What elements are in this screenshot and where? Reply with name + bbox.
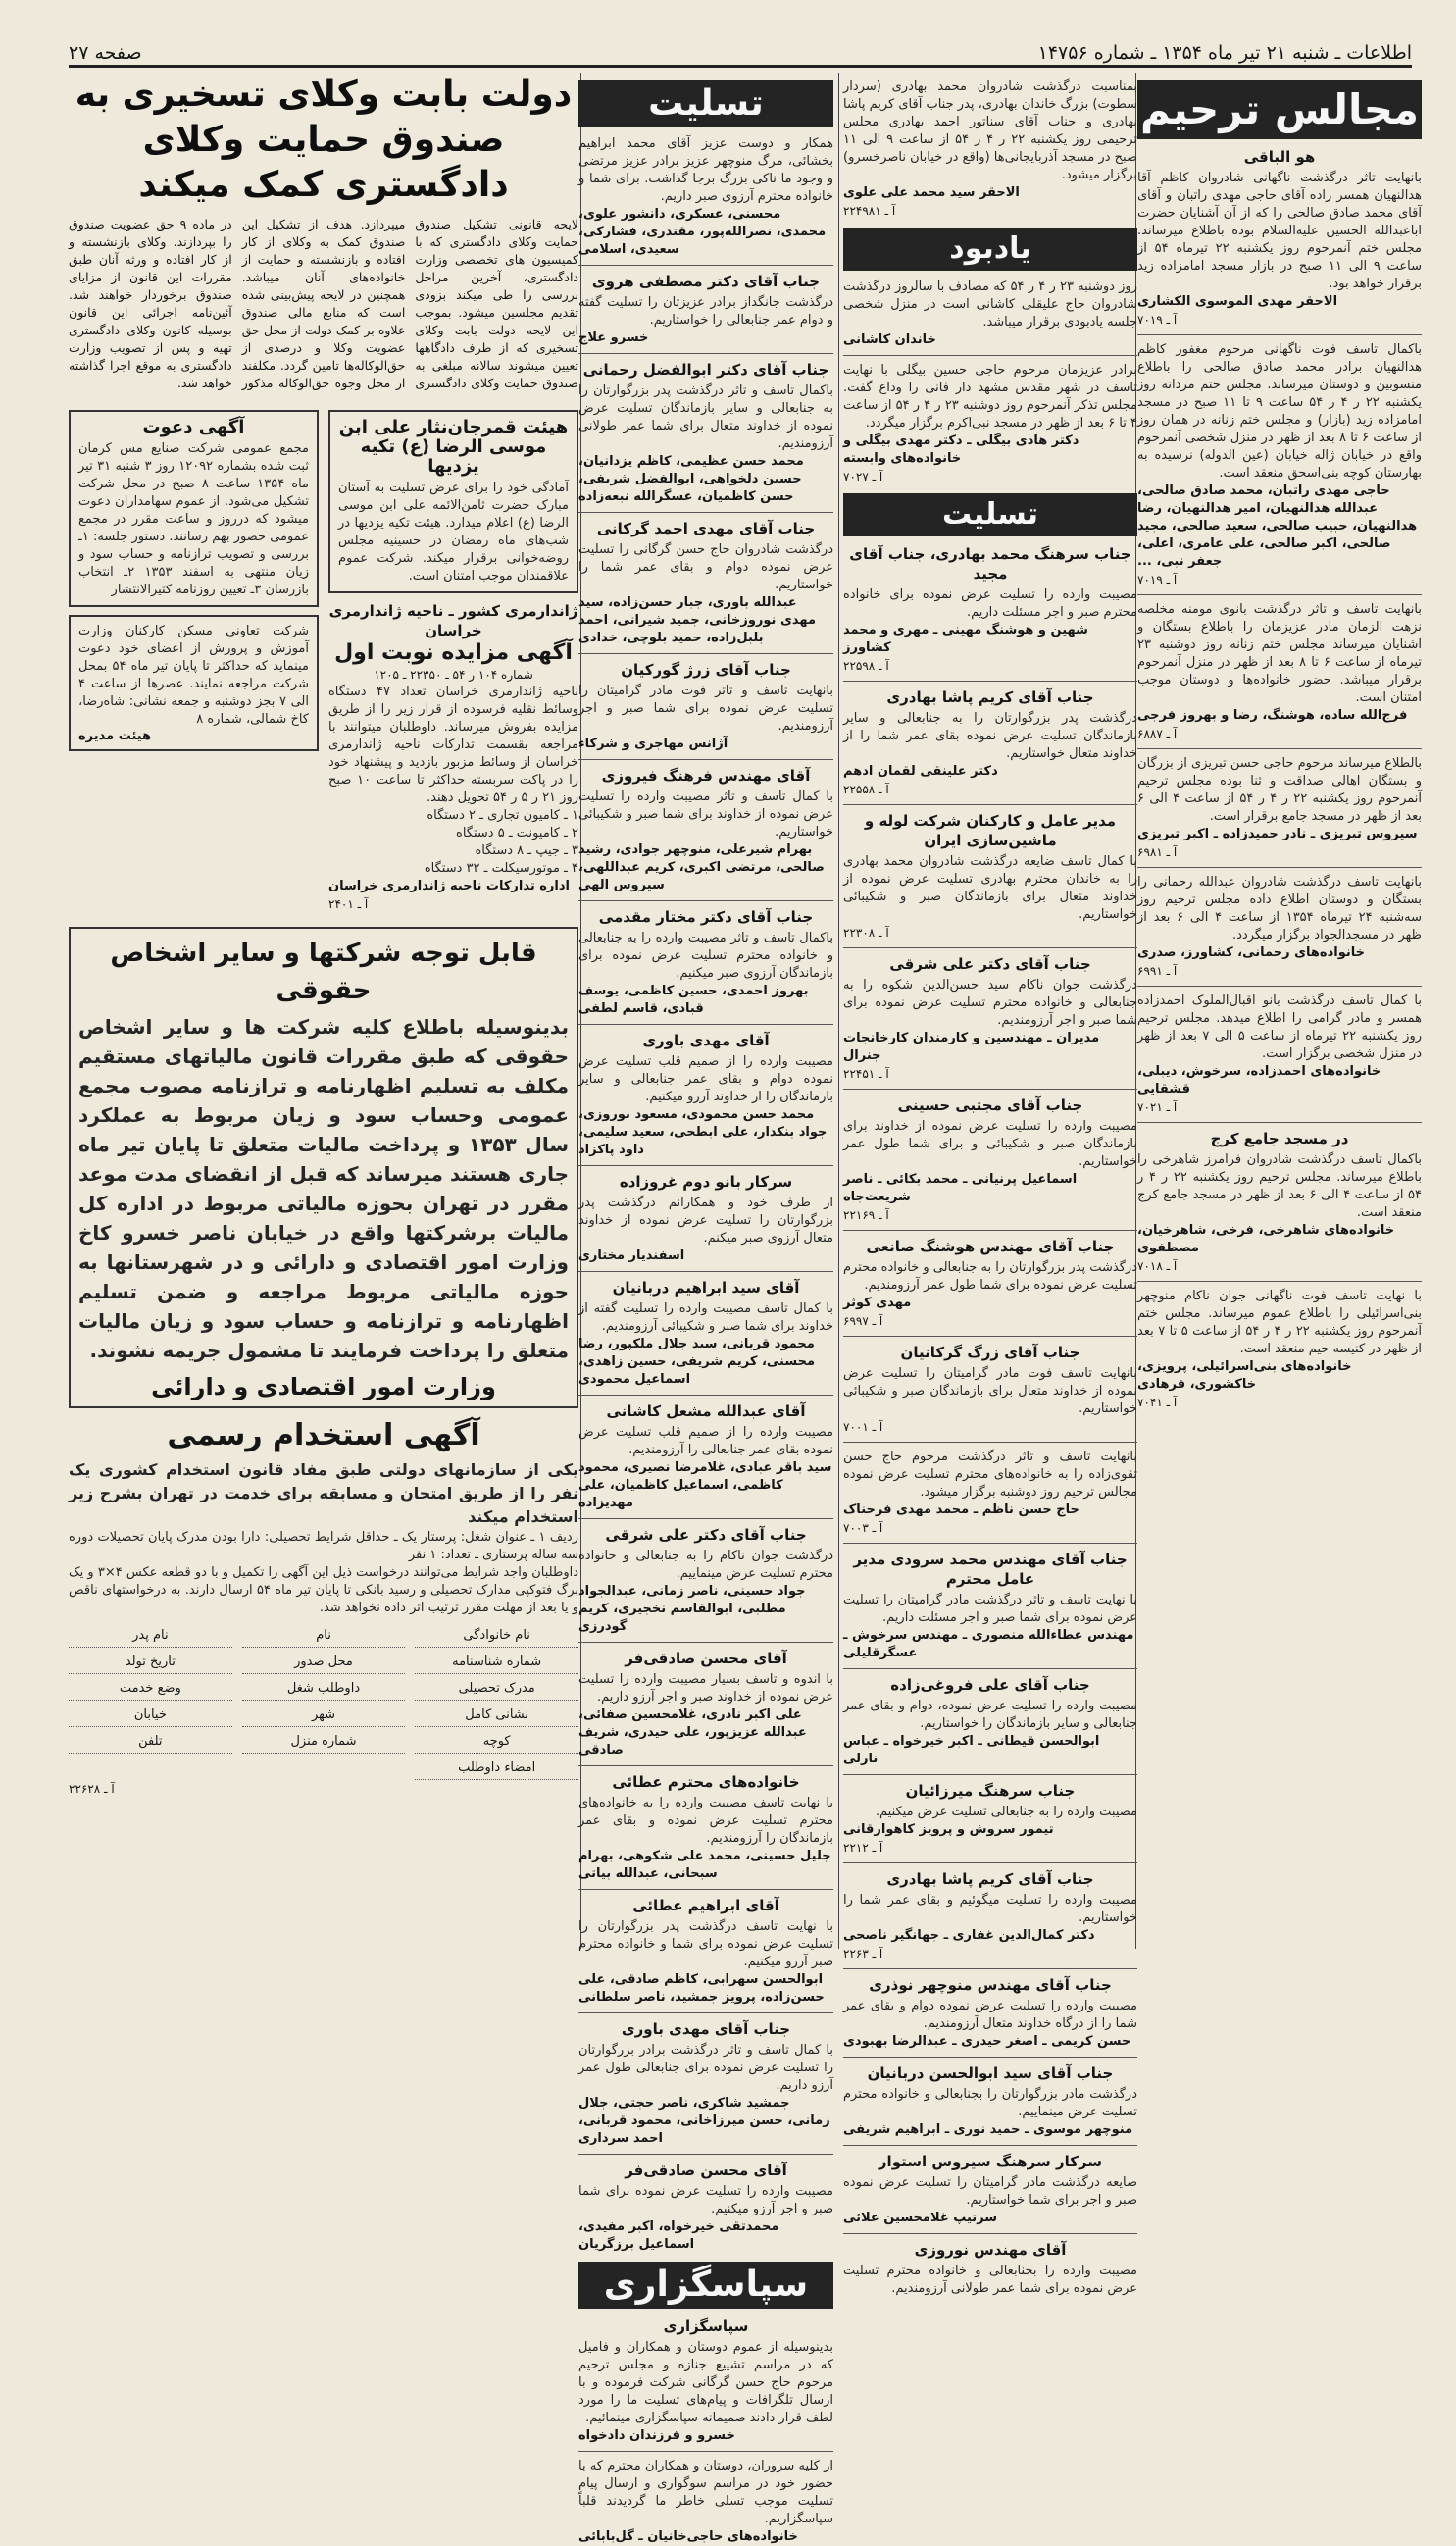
- col3-taslit-item-divider: [578, 353, 833, 354]
- tax-notice-signature: وزارت امور اقتصادی و دارائی: [151, 1373, 496, 1400]
- col2-taslit-item-signature: مهندس عطاءالله منصوری ـ مهندس سرخوش ـ عسگرقلیلی: [843, 1628, 1134, 1660]
- hey-at-box: [328, 410, 578, 593]
- invitation-title: آگهی دعوت: [142, 417, 245, 437]
- col2-taslit-item-code: آ ـ ۷۰۰۱: [843, 1420, 883, 1434]
- col1-notice-item-signature: حاجی مهدی راتبان، محمد صادق صالحی، عبدالله هدالنهیان، امیر هدالنهیان، رضا هدالنهیان، حبیب صالحی، سعید صالحی، مجید صالحی، اکبر صالحی، علی عامری، اعلی، جعفر نبی، ...: [1137, 484, 1418, 569]
- col3-taslit-item-title: جناب آقای دکتر مختار مقدمی: [598, 908, 814, 926]
- col3-taslit-item-signature: بهروز احمدی، حسین کاظمی، یوسف قبادی، قاسم لطفی: [578, 984, 809, 1016]
- col3-taslit-item: [578, 272, 833, 347]
- col2-taslit-item-body: مصیبت وارده را تسلیت عرض نموده دوام و بقای عمر شما را از درگاه خداوند متعال آرزومندیم.: [843, 1999, 1137, 2031]
- col3-taslit-item-title: سرکار بانو دوم غروزاده: [619, 1173, 793, 1191]
- col3-taslit-item-signature: محمد حسن محمودی، مسعود نوروزی، جواد بنکدار، علی ابطحی، سعید سلیمی، داود پاکزاد: [578, 1107, 828, 1157]
- col2-taslit-item-divider: [843, 1862, 1137, 1863]
- col1-notice-item: [1137, 755, 1422, 861]
- col3-taslit-item-divider: [578, 1024, 833, 1025]
- col2-taslit-item-body: مصیبت وارده را تسلیت عرض نموده از خداوند برای بازماندگان صبر و شکیبائی و برای شما طول عمر خواستاریم.: [843, 1119, 1137, 1169]
- col2-yadbud-item-signature: دکتر هادی بیگلی ـ دکتر مهدی بیگلی و خانواده‌های وابسته: [843, 433, 1079, 466]
- col2-taslit-item: [843, 811, 1137, 942]
- col2-taslit-item-title: جناب آقای مجتبی حسینی: [897, 1096, 1083, 1114]
- tax-notice-title: قابل توجه شرکتها و سایر اشخاص حقوقی: [110, 939, 537, 1005]
- application-form: [69, 1625, 578, 1780]
- auction-title2: آگهی مزایده نوبت اول: [334, 640, 573, 665]
- col3-taslit-item-body: با اندوه و تاسف بسیار مصیبت وارده را تسلیت عرض نموده از خداوند صبر و اجر آرزو داریم.: [578, 1672, 833, 1705]
- col3-taslit-item-signature: بهرام شیرعلی، منوچهر جوادی، رشید صالحی، مرتضی اکبری، کریم عبداللهی، سیروس الهی: [578, 842, 825, 892]
- col1-notice-item-title: هو الباقی: [1243, 148, 1316, 166]
- col3-taslit-item-body: با نهایت تاسف درگذشت پدر بزرگوارتان را تسلیت عرض نموده برای شما و خانواده محترم صبر آرزو میکنیم.: [578, 1919, 833, 1969]
- col2-taslit-item-body: مصیبت وارده را بجنابعالی و خانواده محترم تسلیت عرض نموده برای شما عمر طولانی آرزومندیم.: [843, 2264, 1137, 2296]
- col2-yadbud-item-divider: [843, 355, 1137, 356]
- col2-sections: [843, 279, 1137, 485]
- col2-taslit-item: [843, 1869, 1137, 1962]
- col1-notice-item-code: آ ـ ۶۹۹۱: [1137, 964, 1178, 978]
- header-page-number: صفحه ۲۷: [69, 42, 142, 64]
- col3-taslit-item-divider: [578, 1765, 833, 1766]
- col2-taslit-item-divider: [843, 1230, 1137, 1231]
- col3-sections2: [578, 2317, 833, 2546]
- col1-notice-item-signature: خانواده‌های بنی‌اسرائیلی، پرویزی، خاکشوری، فرهادی: [1137, 1359, 1352, 1392]
- col1-notice-item-divider: [1137, 1281, 1422, 1282]
- auction-item: ۳ ـ جیپ ـ ۸ دستگاه: [475, 843, 578, 858]
- col2-taslit-item-divider: [843, 804, 1137, 805]
- col3-taslit-item: [578, 907, 833, 1018]
- col2-taslit-item-title: جناب آقای مهندس هوشنگ صانعی: [866, 1238, 1115, 1255]
- col3-taslit-item-body: بانهایت تاسف و تاثر فوت مادر گرامیتان را تسلیت عرض نموده برای شما صبر و اجر آرزومندیم.: [578, 684, 833, 734]
- col3-taslit-item-title: جناب آقای مهدی احمد گرکانی: [596, 520, 816, 537]
- col2-taslit-item-title: جناب آقای کریم پاشا بهادری: [886, 1870, 1094, 1888]
- banner-sepasgozari: سپاسگزاری: [578, 2262, 833, 2309]
- col2-taslit-item-body: درگذشت مادر بزرگوارتان را بجنابعالی و خانواده محترم تسلیت عرض مینماییم.: [843, 2087, 1137, 2119]
- auction-signature: اداره تدارکات ناحیه ژاندارمری خراسان: [328, 879, 570, 893]
- col3-sepas-item-signature: خانواده‌های حاجی‌خانیان ـ گل‌بابائی: [578, 2529, 798, 2544]
- col1-notice-item: [1137, 1129, 1422, 1275]
- col3-taslit-item: [578, 1525, 833, 1636]
- hey-at-body: آمادگی خود را برای عرض تسلیت به آستان مبارک حضرت ثامن‌الائمه علی ابن موسی الرضا (ع) اعلام میدارد. هیئت تکیه یزدیها در شب‌های ماه رمضان در حسینیه مجلس روضه‌خوانی برقرار میکند. شرکت عموم علاقمندان موجب امتنان است.: [338, 481, 569, 584]
- col2-taslit-item-divider: [843, 2233, 1137, 2234]
- invitation-box: [69, 410, 319, 607]
- application-form-field: شماره منزل: [242, 1731, 406, 1754]
- col1-notice-item-divider: [1137, 1122, 1422, 1123]
- col1-notice-item-body: بانهایت تاسف و تاثر درگذشت بانوی مومنه مخلصه نزهت الزمان مادر عزیزمان را باطلاع بستگان و آشنایان میرساند مجلس ختم زنانه روز دوشنبه ۲۳ تیرماه از ساعت ۶ تا ۸ بعد از ظهر در منزل آنمرحوم برقرار میباشد. حضور خانواده‌ها و دوستان موجب امتنان است.: [1137, 602, 1422, 705]
- col1-notice-item-code: آ ـ ۷۰۱۸: [1137, 1259, 1178, 1273]
- col2-taslit-item-body: مصیبت وارده را تسلیت عرض نموده برای خانواده محترم صبر و اجر مسئلت داریم.: [843, 587, 1137, 620]
- col2-taslit-item-body: درگذشت پدر بزرگوارتان را به جنابعالی و سایر بازماندگان تسلیت عرض نموده بقای عمر شما را از خداوند متعال خواستاریم.: [843, 711, 1137, 761]
- application-form-field: امضاء داوطلب: [415, 1757, 578, 1780]
- recruitment-table: ردیف ۱ ـ عنوان شغل: پرستار یک ـ حداقل شرایط تحصیلی: دارا بودن مدرک پایان تحصیلات دوره سه ساله پرستاری ـ تعداد: ۱ نفر: [69, 1530, 578, 1562]
- col2-taslit-item-divider: [843, 1668, 1137, 1669]
- col3-taslit-item-title: آقای مهندس فرهنگ فیروزی: [601, 767, 811, 785]
- col2-taslit-item-signature: حاج حسن ناظم ـ محمد مهدی فرحناک: [843, 1502, 1079, 1517]
- auction-item: ۴ ـ موتورسیکلت ـ ۳۲ دستگاه: [424, 861, 578, 876]
- application-form-field: نشانی کامل: [415, 1705, 578, 1727]
- auction-body: ناحیه ژاندارمری خراسان تعداد ۴۷ دستگاه وسائط نقلیه فرسوده از قرار زیر را از طریق مزایده بفروش میرساند. داوطلبان میتوانند با مراجعه بقسمت تدارکات ناحیه ژاندارمری خراسان از وسائط مزبور بازدید و پیشنهاد خود را در پاکت سربسته حداکثر تا ساعت ۱۰ صبح روز ۲۱ ر ۵ ر ۵۴ تحویل دهند.: [328, 685, 578, 805]
- col3-taslit-item-signature: اسفندیار مختاری: [578, 1248, 685, 1263]
- col2-taslit-item-code: آ ـ ۲۲۵۹۸: [843, 659, 889, 673]
- col2-taslit-item-body: با کمال تاسف ضایعه درگذشت شادروان محمد بهادری را به خاندان محترم بهادری تسلیت عرض نموده از خداوند متعال برای بازماندگان صبر و شکیبائی خواستاریم.: [843, 854, 1137, 922]
- col3-taslit-item-divider: [578, 1271, 833, 1272]
- col2-taslit-item-code: آ ـ ۲۲۳۰۸: [843, 926, 889, 940]
- col3-taslit-item-title: آقای مهدی باوری: [642, 1032, 770, 1049]
- col3-taslit-item-divider: [578, 2154, 833, 2155]
- col2-taslit-item-title: جناب آقای علی فروغی‌زاده: [890, 1676, 1090, 1694]
- col3-taslit-item-title: آقای محسن صادقی‌فر: [625, 2162, 787, 2179]
- col1-notice-item-signature: خانواده‌های رحمانی، کشاورز، صدری: [1137, 945, 1366, 960]
- col1-notice-item: [1137, 993, 1422, 1116]
- middle-notices: [69, 402, 578, 919]
- col2-taslit-item-title: جناب آقای دکتر علی شرقی: [889, 955, 1091, 973]
- col3-taslit-item-title: جناب آقای دکتر علی شرقی: [605, 1526, 807, 1544]
- recruitment-notice: [69, 1416, 578, 1798]
- col2-yadbud-item-body: برادر عزیزمان مرحوم حاجی حسین بیگلی با نهایت تاسف در شهر مقدس مشهد دار فانی را وداع گفت. مجلس تذکر آنمرحوم روز دوشنبه ۲۳ ر ۴ ر ۵۴ از ساعت ۴ تا ۶ بعد از ظهر در مسجد نبی‌اکرم برگزار میگردد.: [843, 363, 1137, 431]
- column-divider-2: [838, 73, 839, 1949]
- tax-notice-body: بدینوسیله باطلاع کلیه شرکت ها و سایر اشخاص حقوقی که طبق مقررات قانون مالیاتهای مستقیم مکلف به تسلیم اظهارنامه و ترازنامه مصوب مجمع عمومی وحساب سود و زیان مربوط به عملکرد سال ۱۳۵۳ و پرداخت مالیات متعلق تا پایان تیر ماه جاری هستند میرساند که قبل از انقضای مدت موعد مقرر در تهران بحوزه مالیاتی مربوط در اداره کل مالیات برشرکتها واقع در خیابان ناصر خسرو کاخ وزارت امور اقتصادی و دارائی و در شهرستانها به حوزه مالیاتی مربوط مراجعه و ضمن تسلیم اظهارنامه و ترازنامه و حساب سود و زیان مالیات متعلق را پرداخت فرمایند تا مشمول جریمه نشوند.: [78, 1015, 569, 1362]
- col2-taslit-item-title: مدیر عامل و کارکنان شرکت لوله و ماشین‌سازی ایران: [864, 812, 1117, 849]
- col3-taslit-item-title: آقای سید ابراهیم دربانیان: [612, 1279, 800, 1297]
- col1-notice-item: [1137, 341, 1422, 588]
- col2-taslit-item: [843, 1781, 1137, 1857]
- col2-taslit-item: [843, 1675, 1137, 1768]
- col3-sepas-item: [578, 2317, 833, 2445]
- col1-notice-item-signature: خانواده‌های شاهرخی، فرخی، شاهرخیان، مصطفوی: [1137, 1223, 1395, 1255]
- top-notice-code: آ ـ ۲۲۴۹۸۱: [843, 204, 896, 218]
- banner-taslit-col3: تسلیت: [578, 80, 833, 127]
- col3-taslit-item-divider: [578, 1889, 833, 1890]
- col3-sections: [578, 135, 833, 2254]
- auction-code: آ ـ ۲۴۰۱: [328, 897, 369, 911]
- col3-sepas-item-signature: خسرو و فرزندان دادخواه: [578, 2428, 735, 2443]
- col3-taslit-item-signature: علی اکبر نادری، غلامحسین صفائی، عبدالله عزیزپور، علی حیدری، شریف صادقی: [578, 1707, 807, 1757]
- col3-taslit-item-divider: [578, 900, 833, 901]
- application-form-field: خیابان: [69, 1705, 232, 1727]
- col2-taslit-item-code: آ ـ ۲۲۱۶۹: [843, 1208, 889, 1222]
- col1-notice-item-body: باکمال تاسف فوت ناگهانی مرحوم مغفور کاظم هدالنهیان برادر محمد صادق صالحی را باطلاع منسوبین و دوستان میرساند. مجلس ختم مردانه روز یکشنبه ۲۲ ر ۴ ر ۵۴ ساعت ۹ تا ۱۱ صبح در مسجد امامزاده زید (بازار) و مجلس ختم زنانه در همان روز از ساعت ۶ تا ۸ بعد از ظهر در منزل شخصی آنمرحوم واقع در خیابان ژاله خیابان (عین الدوله) نرسیده به بهارستان کوچه بنی‌اسحق منعقد است.: [1137, 342, 1423, 481]
- col2-taslit-item-divider: [843, 1089, 1137, 1090]
- col2-taslit-item-title: جناب آقای مهندس محمد سرودی مدیر عامل محترم: [853, 1551, 1128, 1588]
- tax-notice-box: [69, 927, 578, 1408]
- headline-line1: دولت بابت وکلای تسخیری به صندوق حمایت وکلای: [75, 75, 573, 160]
- col3-sepas-item: [578, 2458, 833, 2546]
- col2-taslit-item: [843, 544, 1137, 675]
- col1-notice-item-body: بانهایت تاسف درگذشت شادروان عبدالله رحمانی را بستگان و دوستان اطلاع داده مجلس ترحیم روز سه‌شنبه ۲۴ تیرماه ۱۳۵۴ از ساعت ۴ الی ۶ بعد از ظهر در مسجدالجواد برگزار میگردد.: [1137, 875, 1422, 942]
- col3-taslit-item-body: از طرف خود و همکارانم درگذشت پدر بزرگوارتان را تسلیت عرض نموده از خداوند متعال آرزوی صبر میکنم.: [578, 1196, 833, 1246]
- application-form-field: شهر: [242, 1705, 406, 1727]
- cooperative-signature: هیئت مدیره: [78, 729, 152, 743]
- col3-taslit-item-signature: سید باقر عبادی، غلامرضا نصیری، محمود کاظمی، اسماعیل کاظمیان، علی مهدیزاده: [578, 1460, 832, 1510]
- col1-notice-item-signature: خانواده‌های احمدزاده، سرخوش، دیبلی، قشقایی: [1137, 1064, 1381, 1096]
- col2-taslit-item-title: جناب سرهنگ محمد بهادری، جناب آقای مجید: [849, 545, 1131, 583]
- application-form-field: مدرک تحصیلی: [415, 1678, 578, 1701]
- col3-taslit-item-divider: [578, 653, 833, 654]
- col2-taslit-item-title: آقای مهندس نوروزی: [914, 2241, 1067, 2259]
- col3-taslit-item-title: جناب آقای زرژ گورکیان: [621, 661, 791, 679]
- col2-yadbud-item-body: روز دوشنبه ۲۳ ر ۴ ر ۵۴ که مصادف با سالروز درگذشت شادروان حاج علیقلی کاشانی است در منزل شخصی جلسه یادبودی برقرار میباشد.: [843, 280, 1137, 330]
- col2-taslit-item: [843, 2152, 1137, 2227]
- application-form-field: نام: [242, 1625, 406, 1648]
- col2-taslit-item: [843, 687, 1137, 798]
- col3-taslit-item-signature: آژانس مهاجری و شرکاء: [578, 737, 728, 751]
- col3-taslit-item-body: با کمال تاسف و تاثر مصیبت وارده را تسلیت عرض نموده از خداوند برای شما صبر و شکیبائی خواستاریم.: [578, 789, 833, 840]
- col2-taslit-item-code: آ ـ ۲۲۶۳: [843, 1947, 883, 1960]
- col1-notice-item-code: آ ـ ۶۹۸۱: [1137, 845, 1178, 859]
- auction-code-line: شماره ۱۰۴ ر ۵۴ ـ ۲۲۳۵۰ ـ ۱۲۰۵: [374, 668, 533, 682]
- col2-taslit-item-code: آ ـ ۶۹۹۷: [843, 1314, 883, 1328]
- auction-notice: [328, 601, 578, 913]
- col3-taslit-item: [578, 135, 833, 259]
- col1-notice-item: [1137, 147, 1422, 329]
- col3-taslit-item-divider: [578, 512, 833, 513]
- col2-taslit-item-code: آ ـ ۲۲۱۲: [843, 1841, 883, 1855]
- col1-notice-item: [1137, 1288, 1422, 1411]
- col2-taslit-item-divider: [843, 1336, 1137, 1337]
- col2-taslit-item-body: با نهایت تاسف و تاثر درگذشت مادر گرامیتان را تسلیت عرض نموده برای شما صبر و اجر مسئلت داریم.: [843, 1593, 1137, 1625]
- col1-notice-item-body: بالطلاع میرساند مرحوم حاجی حسن تبریزی از بزرگان و بستگان اهالی صداقت و ثنا بوده مجلس ترحیم آنمرحوم روز یکشنبه ۲۲ ر ۴ ر ۵۴ از ساعت ۴ الی ۶ بعد از ظهر در مسجد جامع برقرار است.: [1137, 756, 1422, 824]
- col2-taslit-item-title: جناب سرهنگ میرزائیان: [905, 1782, 1076, 1800]
- application-form-field: تلفن: [69, 1731, 232, 1754]
- col2-taslit-item-title: جناب آقای زرگ گرکانیان: [900, 1344, 1080, 1361]
- recruitment-body: داوطلبان واجد شرایط می‌توانند درخواست ذیل این آگهی را تکمیل و با دو قطعه عکس ۴×۳ و یک برگ فتوکپی مدارک تحصیلی و رسید بانکی تا پایان تیر ماه ۵۴ ارسال دارند. به درخواستهای ناقص و یا بعد از مهلت مقرر ترتیب اثر داده نخواهد شد.: [69, 1565, 579, 1615]
- col2-taslit-item-divider: [843, 1968, 1137, 1969]
- col3-taslit-item-body: درگذشت جوان ناکام را به جنابعالی و خانواده محترم تسلیت عرض مینماییم.: [578, 1549, 833, 1581]
- col3-taslit-item-signature: محسنی، عسکری، دانشور علوی، محمدی، نصرالله‌پور، مقتدری، فشارکی، سعیدی، اسلامی: [578, 207, 827, 257]
- recruitment-title: آگهی استخدام رسمی: [167, 1418, 480, 1452]
- application-form-field: وضع خدمت: [69, 1678, 232, 1701]
- col1-notice-item-divider: [1137, 867, 1422, 868]
- col3-taslit-item-divider: [578, 265, 833, 266]
- column-majales-tarhim: [1137, 73, 1422, 1949]
- invitation-body: مجمع عمومی شرکت صنایع مس کرمان ثبت شده بشماره ۱۲۰۹۲ روز ۳ شنبه ۳۱ تیر ماه ۱۳۵۴ ساعت ۸ صبح در محل شرکت تشکیل می‌شود. از عموم سهامداران دعوت میشود که درروز و ساعت مقرر در مجمع عمومی حضور بهم رسانند. دستور جلسه: ۱ـ بررسی و تصویب ترازنامه و حساب سود و زیان منتهی به اسفند ۱۳۵۳ ۲ـ انتخاب بازرسان ۳ـ تعیین روزنامه کثیرالانتشار: [78, 441, 309, 597]
- banner-yadbud: یادبود: [843, 228, 1137, 271]
- recruitment-subtitle: یکی از سازمانهای دولتی طبق مفاد قانون استخدام کشوری یک نفر را از طریق امتحان و مسابقه برای خدمت در تهران بشرح زیر استخدام میکند: [69, 1460, 578, 1526]
- recruitment-code: آ ـ ۲۲۶۲۸: [69, 1782, 115, 1796]
- col3-taslit-item-body: درگذشت جانگداز برادر عزیزتان را تسلیت گفته و دوام عمر جنابعالی را خواستاریم.: [578, 295, 833, 328]
- col2-taslit-item-signature: تیمور سروش و پرویز کاهوارقانی: [843, 1822, 1054, 1837]
- col1-notice-item: [1137, 601, 1422, 742]
- col3-taslit-item: [578, 1401, 833, 1512]
- col3-taslit-item-signature: محمدتقی خیرخواه، اکبر مفیدی، اسماعیل برزگریان: [578, 2219, 779, 2252]
- col1-notice-item-divider: [1137, 986, 1422, 987]
- col3-taslit-item-body: درگذشت شادروان حاج حسن گرگانی را تسلیت عرض نموده دوام و بقای عمر شما را خواستاریم.: [578, 542, 833, 592]
- col3-sepas-item-divider: [578, 2451, 833, 2452]
- col2-taslit-item: [843, 1550, 1137, 1662]
- col2-yadbud-item: [843, 362, 1137, 485]
- col3-taslit-item-divider: [578, 1518, 833, 1519]
- col1-notice-item-signature: فرج‌الله ساده، هوشنگ، رضا و بهروز فرجی: [1137, 708, 1408, 723]
- col3-taslit-item: [578, 1172, 833, 1265]
- col3-taslit-item: [578, 1031, 833, 1159]
- headline-article-body: لایحه قانونی تشکیل صندوق حمایت وکلای دادگستری که با کمیسیون های تخصصی وزارت دادگستری، آخرین مراحل بررسی را طی میکند بزودی تقدیم مجلسین میشود. بموجب این لایحه دولت بابت وکلای تسخیری که از طرف دادگاهها تعیین میشوند سالانه مبلغی به صندوق حمایت وکلای دادگستری میپردازد. هدف از تشکیل این صندوق کمک به وکلای از کار افتاده و بازنشسته و حمایت از خانواده‌های آنان میباشد. همچنین در لایحه پیش‌بینی شده است که منابع مالی صندوق علاوه بر کمک دولت از محل حق عضویت وکلا و درصدی از حق‌الوکاله‌ها تامین گردد. مکلفند از محل وجوه حق‌الوکاله مذکور در ماده ۹ حق عضویت صندوق را بپردازند. وکلای بازنشسته و از کار افتاده و ورثه آنان طبق مقررات این قانون از مزایای صندوق برخوردار خواهند شد. آئین‌نامه اجرائی این قانون بوسیله کانون وکلای دادگستری تهیه و پس از تصویب وزارت دادگستری به موقع اجرا گذاشته خواهد شد.: [69, 217, 578, 390]
- col2-taslit-item-signature: مدیران ـ مهندسین و کارمندان کارخانجات جنرال: [843, 1031, 1100, 1063]
- col3-sepas-item-body: بدینوسیله از عموم دوستان و همکاران و فامیل که در مراسم تشییع جنازه و مجلس ترحیم مرحوم حاج حسن گرگانی شرکت فرموده و با ارسال تلگرافات و پیام‌های تسلیت ما را مورد لطف قرار دادند صمیمانه سپاسگزاری مینمائیم.: [578, 2340, 833, 2425]
- col2-taslit-item: [843, 1343, 1137, 1436]
- col2-taslit-item-divider: [843, 1543, 1137, 1544]
- col3-taslit-item-body: با کمال تاسف مصیبت وارده را تسلیت گفته از خداوند برای شما صبر و شکیبائی آرزومندیم.: [578, 1301, 833, 1334]
- application-form-field: تاریخ تولد: [69, 1652, 232, 1674]
- cooperative-box: [69, 615, 319, 751]
- col2-taslit-item: [843, 1449, 1137, 1537]
- col1-notice-item-code: آ ـ ۷۰۴۱: [1137, 1396, 1178, 1409]
- col2-taslit-item-signature: دکتر کمال‌الدین غفاری ـ جهانگیر ناصحی: [843, 1928, 1095, 1943]
- col2-taslit-item-divider: [843, 947, 1137, 948]
- col3-taslit-item-body: باکمال تاسف و تاثر مصیبت وارده را به جنابعالی و خانواده محترم تسلیت عرض نموده برای بازماندگان آرزوی صبر میکنیم.: [578, 931, 833, 981]
- col3-taslit-item-signature: عبدالله باوری، جبار حسن‌زاده، سید مهدی نوروزخانی، جمید شیرانی، احمد بلبل‌زاده، حمید بلوچی، خدادی: [578, 595, 817, 645]
- col2-taslit-item-body: مصیبت وارده را تسلیت عرض نموده، دوام و بقای عمر جنابعالی و سایر بازماندگان را خواستاریم.: [843, 1699, 1137, 1731]
- col1-notice-item-body: با نهایت تاسف فوت ناگهانی جوان ناکام منوچهر بنی‌اسرائیلی را باطلاع عموم میرساند. مجلس ختم آنمرحوم روز یکشنبه ۲۲ ر ۴ ر ۵۴ از ساعت ۵ تا ۷ بعد از ظهر در کنیسه حیم منعقد است.: [1137, 1289, 1422, 1356]
- col3-taslit-item-signature: محمد حسن عظیمی، کاظم یزدانیان، حسین دلخواهی، ابوالفضل شریفی، حسن کاظمیان، عسگرالله نبعه‌زاده: [578, 454, 804, 504]
- col1-notice-item-title: در مسجد جامع کرج: [1210, 1130, 1349, 1147]
- application-form-field: نام خانوادگی: [415, 1625, 578, 1648]
- col2-taslit-item-signature: مهدی کوثر: [843, 1296, 912, 1310]
- col2-taslit-item-divider: [843, 1442, 1137, 1443]
- col1-notice-item-code: آ ـ ۶۸۸۷: [1137, 727, 1178, 740]
- col3-sepas-item-body: از کلیه سروران، دوستان و همکاران محترم که با حضور خود در مراسم سوگواری و ارسال پیام تسلیت موجب تسلی خاطر ما گردیدند قلباً سپاسگزاریم.: [578, 2459, 833, 2526]
- col3-taslit-item: [578, 1278, 833, 1389]
- col3-taslit-item: [578, 766, 833, 894]
- col3-taslit-item-body: مصیبت وارده را از صمیم قلب تسلیت عرض نموده دوام و بقای عمر جنابعالی و سایر بازماندگان را از خداوند آرزو میکنیم.: [578, 1054, 833, 1104]
- hey-at-title: هیئت قمرجان‌نثار علی ابن موسی الرضا (ع) تکیه یزدیها: [338, 417, 569, 477]
- col2-taslit-item-divider: [843, 2057, 1137, 2058]
- col3-taslit-item-divider: [578, 1165, 833, 1166]
- col3-taslit-item-divider: [578, 1642, 833, 1643]
- application-form-field: محل صدور: [242, 1652, 406, 1674]
- col2-taslit-item-signature: حسن کریمی ـ اصغر حیدری ـ عبدالرضا بهبودی: [843, 2034, 1131, 2049]
- col2-taslit-item: [843, 954, 1137, 1083]
- application-form-field: داوطلب شغل: [242, 1678, 406, 1701]
- col1-notice-item-divider: [1137, 748, 1422, 749]
- col3-taslit-item-body: همکار و دوست عزیز آقای محمد ابراهیم بخشائی، مرگ منوچهر عزیز برادر عزیز مرتضی و وجود ما ناکی بزرگ برجا گذاشت. برای شما و خانواده محترم آرزوی صبر داریم.: [578, 136, 833, 204]
- col2-taslit-item-body: بانهایت تاسف و تاثر درگذشت مرحوم حاج حسن تقوی‌زاده را به خانواده‌های محترم تسلیت عرض نموده مجالس ترحیم روز دوشنبه برگزار میشود.: [843, 1450, 1137, 1500]
- col3-taslit-item-title: آقای ابراهیم عطائی: [632, 1897, 779, 1914]
- headline-line2: دادگستری کمک میکند: [138, 165, 509, 205]
- col2-taslit-item-title: جناب آقای مهندس منوچهر نوذری: [869, 1976, 1112, 1994]
- col3-taslit-item: [578, 1772, 833, 1883]
- col2-taslit-item: [843, 2063, 1137, 2139]
- col1-notice-item-code: آ ـ ۷۰۱۹: [1137, 313, 1178, 327]
- col1-notice-item-body: بانهایت تاثر درگذشت ناگهانی شادروان کاظم آقا هدالنهیان همسر زاده آقای حاجی مهدی راتبان و آقای آقای محمد صادق صالحی را که از آن آشنایان حضرت اباعبدالله الحسین علیه‌السلام بوده باطلاع میرساند. مجلس ختم آنمرحوم روز یکشنبه ۲۲ تیرماه ۵۴ از ساعت ۹ الی ۱۱ صبح در بازار مسجد امامزاده زید برقرار خواهد بود.: [1137, 171, 1422, 291]
- col3-taslit-item-body: مصیبت وارده را از صمیم قلب تسلیت عرض نموده بقای عمر جنابعالی را آرزومندیم.: [578, 1425, 833, 1457]
- col3-taslit-item-signature: خسرو علاج: [578, 331, 649, 345]
- col2-taslit-item-title: جناب آقای سید ابوالحسن دربانیان: [867, 2064, 1114, 2082]
- col2-taslit-item-divider: [843, 1774, 1137, 1775]
- col3-taslit-item-signature: جواد حسینی، ناصر زمانی، عبدالجواد مطلبی، ابوالقاسم نخجیری، کریم گودرزی: [578, 1584, 806, 1634]
- col2-taslit-item-signature: سرتیپ غلامحسین علائی: [843, 2211, 998, 2225]
- col1-sections: [1137, 147, 1422, 1411]
- col2-taslit-item-code: آ ـ ۲۲۴۵۱: [843, 1067, 889, 1081]
- col3-taslit-item: [578, 1896, 833, 2007]
- col2-taslit-item-signature: شهین و هوشنگ مهینی ـ مهری و محمد کشاورز: [843, 623, 1088, 655]
- col1-notice-item-divider: [1137, 594, 1422, 595]
- auction-item: ۲ ـ کامیونت ـ ۵ دستگاه: [456, 826, 578, 840]
- col3-taslit-item-signature: محمود قربانی، سید جلال ملکپور، رضا محسنی، کریم شریفی، حسین زاهدی، اسماعیل محمودی: [578, 1337, 815, 1387]
- page-header: [69, 41, 1412, 68]
- col3-taslit-item-divider: [578, 1395, 833, 1396]
- col3-taslit-item-signature: جمشید شاکری، ناصر حجتی، جلال زمانی، حسن میرزاخانی، محمود قربانی، احمد سرداری: [578, 2096, 830, 2146]
- col3-taslit-item: [578, 660, 833, 753]
- col1-notice-item-code: آ ـ ۷۰۱۹: [1137, 573, 1178, 586]
- col3-taslit-item-title: آقای عبدالله مشعل کاشانی: [606, 1402, 806, 1420]
- column-yadbud-taslit: [843, 73, 1138, 2296]
- cooperative-body: شرکت تعاونی مسکن کارکنان وزارت آموزش و پرورش از اعضای خود دعوت مینماید که حداکثر تا پایان تیر ماه ۵۴ بمحل شرکت مراجعه نمایند. عصرها از ساعت ۴ الی ۷ بجز دوشنبه و جمعه نشانی: شاه‌رضا، کاخ شمالی، شماره ۸: [78, 624, 309, 727]
- top-notice-signature: الاحقر سید محمد علی علوی: [843, 185, 1020, 200]
- col2-taslit-item-signature: اسماعیل پرنیانی ـ محمد بکائی ـ ناصر شریعت‌جاه: [843, 1172, 1078, 1204]
- col3-taslit-item-title: خانواده‌های محترم عطائی: [612, 1773, 800, 1791]
- auction-item: ۱ ـ کامیون تجاری ـ ۲ دستگاه: [427, 808, 578, 823]
- col3-taslit-item: [578, 2019, 833, 2148]
- col3-taslit-item: [578, 2161, 833, 2254]
- banner-taslit-col2: تسلیت: [843, 493, 1137, 536]
- col2-taslit-item-body: درگذشت پدر بزرگوارتان را به جنابعالی و خانواده محترم تسلیت عرض نموده برای شما طول عمر آرزومندیم.: [843, 1260, 1137, 1293]
- banner-majales-tarhim: مجالس ترحیم: [1137, 80, 1422, 139]
- col3-taslit-item-title: آقای محسن صادقی‌فر: [625, 1650, 787, 1667]
- col3-sepas-item-title: سپاسگزاری: [663, 2317, 749, 2335]
- col1-notice-item-code: آ ـ ۷۰۲۱: [1137, 1100, 1178, 1114]
- col2-taslit-item: [843, 1095, 1137, 1224]
- col2-taslit-item-body: مصیبت وارده را به جنابعالی تسلیت عرض میکنیم.: [875, 1805, 1137, 1819]
- col1-notice-item-body: با کمال تاسف درگذشت بانو اقبال‌الملوک احمدزاده همسر و مادر گرامی را اطلاع میدهد. مجلس ترحیم روز یکشنبه ۲۲ تیرماه از ساعت ۵ الی ۷ بعد از ظهر در منزل شخصی برگزار است.: [1137, 993, 1423, 1061]
- application-form-field: کوچه: [415, 1731, 578, 1754]
- col2-taslit-item: [843, 2240, 1137, 2298]
- col2-taslit-item-signature: ابوالحسن قیطانی ـ اکبر خیرخواه ـ عباس نازلی: [843, 1734, 1100, 1766]
- column-news-and-ads: [69, 73, 578, 1949]
- col1-notice-item: [1137, 874, 1422, 980]
- col2-taslit-item-title: جناب آقای کریم پاشا بهادری: [886, 688, 1094, 706]
- col2-yadbud-item: [843, 279, 1137, 349]
- col3-taslit-item-body: باکمال تاسف و تاثر درگذشت پدر بزرگوارتان را به جنابعالی و سایر بازماندگان تسلیت عرض نموده از خداوند متعال برای شما عمر طولانی آرزومندیم.: [578, 383, 833, 451]
- col2-taslit-item-body: ضایعه درگذشت مادر گرامیتان را تسلیت عرض نموده صبر و اجر برای شما خواستاریم.: [843, 2175, 1137, 2208]
- col2-taslit-item-title: سرکار سرهنگ سیروس استوار: [878, 2153, 1103, 2170]
- auction-items: [328, 807, 578, 878]
- col3-taslit-item-body: مصیبت وارده را تسلیت عرض نموده برای شما صبر و اجر آرزو میکنیم.: [578, 2184, 833, 2216]
- col3-taslit-item-divider: [578, 2012, 833, 2013]
- auction-title1: ژاندارمری کشور ـ ناحیه ژاندارمری خراسان: [328, 602, 578, 639]
- application-form-field: شماره شناسنامه: [415, 1652, 578, 1674]
- col3-taslit-item-signature: جلیل حسینی، محمد علی شکوهی، بهرام سبحانی، عبدالله بیاتی: [578, 1849, 831, 1881]
- col2-taslit-item: [843, 1975, 1137, 2051]
- col1-notice-item-body: باکمال تاسف درگذشت شادروان فرامرز شاهرخی را باطلاع میرساند. مجلس ترحیم روز یکشنبه ۲۲ ر ۴ ر ۵۴ از ساعت ۴ الی ۶ بعد از ظهر در مسجد جامع کرج منعقد است.: [1137, 1152, 1422, 1220]
- col3-taslit-item: [578, 360, 833, 506]
- col1-notice-item-divider: [1137, 334, 1422, 335]
- col2-taslit-item-signature: دکتر علینقی لقمان ادهم: [843, 764, 998, 779]
- col1-notice-item-signature: الاحقر مهدی الموسوی الکشاری: [1137, 294, 1338, 309]
- col2-sections2: [843, 544, 1137, 2298]
- col3-taslit-item-divider: [578, 759, 833, 760]
- application-form-field: نام پدر: [69, 1625, 232, 1648]
- col2-taslit-item-body: مصیبت وارده را تسلیت میگوئیم و بقای عمر شما را خواستاریم.: [843, 1893, 1137, 1925]
- col3-taslit-item-body: با نهایت تاسف مصیبت وارده را به خانواده‌های محترم تسلیت عرض نموده و بقای عمر بازماندگان را آرزومندیم.: [578, 1796, 833, 1846]
- column-taslit-sepas: [578, 73, 833, 2544]
- col2-taslit-item-signature: منوچهر موسوی ـ حمید نوری ـ ابراهیم شریفی: [843, 2122, 1133, 2137]
- top-notice-body: بمناسبت درگذشت شادروان محمد بهادری (سردار سطوت) بزرگ خاندان بهادری، پدر جناب آقای کریم پاشا بهادری و جناب آقای سناتور احمد بهادری مجلس ترحیمی روز یکشنبه ۲۲ ر ۴ ر ۵۴ از ساعت ۹ الی ۱۱ صبح در مسجد آذربایجانی‌ها (واقع در خیابان ناصرخسرو) برگزار میشود.: [843, 79, 1138, 182]
- col2-taslit-item-divider: [843, 2145, 1137, 2146]
- header-issue-info: اطلاعات ـ شنبه ۲۱ تیر ماه ۱۳۵۴ ـ شماره ۱۴۷۵۶: [1037, 42, 1412, 64]
- col1-notice-item-signature: سیروس تبریزی ـ نادر حمیدزاده ـ اکبر تبریزی: [1137, 827, 1418, 841]
- col2-taslit-item-code: آ ـ ۲۲۵۵۸: [843, 783, 889, 796]
- col3-taslit-item-title: جناب آقای دکتر ابوالفضل رحمانی: [582, 361, 829, 379]
- col2-yadbud-item-code: آ ـ ۷۰۲۷: [843, 470, 883, 484]
- col2-taslit-item-body: بانهایت تاسف فوت مادر گرامیتان را تسلیت عرض نموده از خداوند متعال برای بازماندگان صبر و شکیبائی خواستاریم.: [843, 1366, 1137, 1416]
- col3-taslit-item: [578, 519, 833, 647]
- col2-yadbud-item-signature: خاندان کاشانی: [843, 332, 936, 347]
- col2-taslit-item: [843, 1237, 1137, 1330]
- col3-taslit-item: [578, 1649, 833, 1759]
- col2-taslit-item-divider: [843, 681, 1137, 682]
- col3-taslit-item-title: جناب آقای دکتر مصطفی هروی: [591, 273, 821, 290]
- top-notice: [843, 78, 1137, 220]
- col3-taslit-item-body: با کمال تاسف و تاثر درگذشت برادر بزرگوارتان را تسلیت عرض نموده برای جنابعالی طول عمر آرزو داریم.: [578, 2043, 833, 2093]
- col2-taslit-item-body: درگذشت جوان ناکام سید حسن‌الدین شکوه را به جنابعالی و خانواده محترم تسلیت عرض نموده برای شما صبر و اجر آرزومندیم.: [843, 978, 1137, 1028]
- col3-taslit-item-signature: ابوالحسن سهرابی، کاظم صادقی، علی حسن‌زاده، پرویز جمشید، ناصر سلطانی: [578, 1972, 825, 2005]
- col2-taslit-item-code: آ ـ ۷۰۰۳: [843, 1521, 883, 1535]
- col3-taslit-item-title: جناب آقای مهدی باوری: [621, 2020, 791, 2038]
